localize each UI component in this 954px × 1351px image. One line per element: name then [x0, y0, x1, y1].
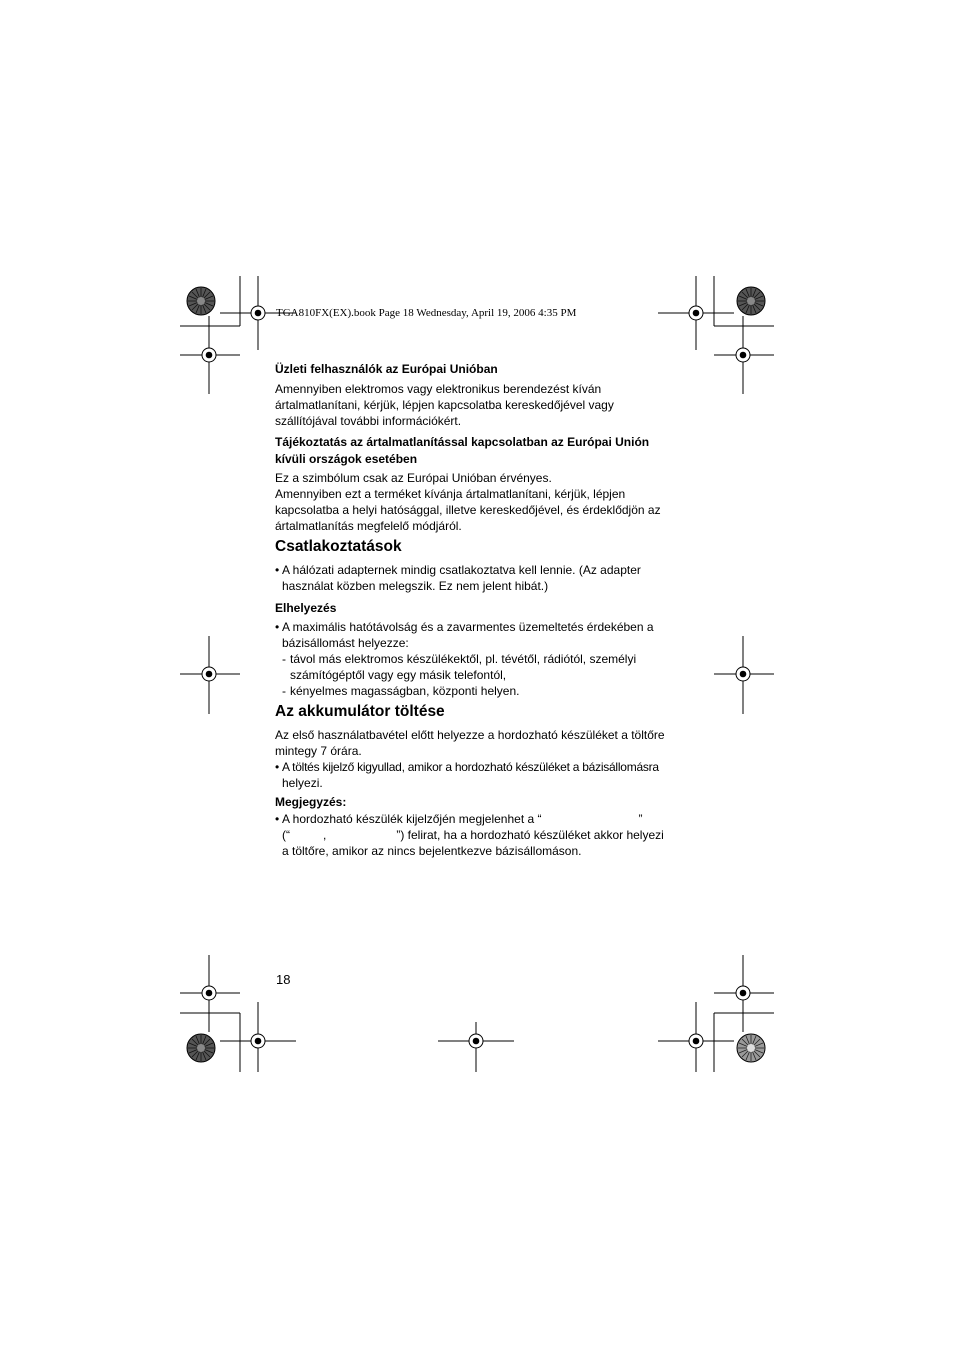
note-label: Megjegyzés: [275, 795, 347, 809]
bullet-icon: • [275, 620, 280, 634]
bullet-icon: • [275, 760, 279, 774]
heading-line: kívüli országok esetében [275, 452, 418, 466]
note-text: a töltőre, amikor az nincs bejelentkezve bázisállomáson. [282, 844, 582, 858]
text-line: Amennyiben elektromos vagy elektronikus berendezést kíván [275, 382, 602, 396]
note-text: ”) felirat, ha a hordozható készüléket akkor helyezi [396, 828, 664, 842]
note-text: (“ [282, 828, 290, 842]
bullet-line [275, 759, 685, 775]
dash-text: távol más elektromos készülékektől, pl. tévétől, rádiótól, személyi [290, 652, 637, 666]
text-line: Az első használatbavétel előtt helyezze a hordozható készüléket a töltőre [275, 728, 665, 742]
charging-body [275, 727, 685, 791]
file-slug: TGA810FX(EX).book Page 18 Wednesday, April 19, 2006 4:35 PM [276, 307, 577, 319]
bullet-text: bázisállomást helyezze: [282, 636, 409, 650]
heading-line: Tájékoztatás az ártalmatlanítással kapcsolatban az Európai Unión [275, 435, 650, 449]
note-text: A hordozható készülék kijelzőjén megjelenhet a “ [282, 812, 542, 826]
bullet-text: A hálózati adapternek mindig csatlakoztatva kell lennie. (Az adapter [282, 563, 641, 577]
charging-heading: Az akkumulátor töltése [275, 703, 445, 720]
section2-body [275, 470, 685, 534]
section2-heading [275, 434, 685, 468]
dash-text: számítógéptől vagy egy másik telefontól, [290, 668, 507, 682]
bullet-text: helyezi. [282, 776, 323, 790]
bullet-text: használat közben melegszik. Ez nem jelent hibát.) [282, 579, 549, 593]
note-text: , [323, 828, 327, 842]
bullet-icon: • [275, 563, 280, 577]
page-number: 18 [276, 972, 291, 987]
note-text: ” [638, 812, 643, 826]
bullet-icon: • [275, 812, 280, 826]
note-line-3 [275, 843, 685, 859]
placement-bullet [275, 619, 685, 699]
text-line: kapcsolatba a helyi hatósággal, illetve kereskedőjével, és érdeklődjön az [275, 503, 661, 517]
bullet-line [275, 578, 685, 594]
note-line-2 [275, 827, 685, 843]
bullet-line [275, 775, 685, 791]
text-line: szállítójával további információkért. [275, 414, 462, 428]
page-content [275, 361, 685, 859]
text-line: ártalmatlanítás megfelelő módjáról. [275, 519, 462, 533]
connections-heading: Csatlakoztatások [275, 538, 402, 555]
dash-icon: - [282, 652, 286, 666]
section1-body [275, 381, 685, 429]
text-line: mintegy 7 órára. [275, 744, 362, 758]
bullet-line [275, 619, 685, 635]
bullet-text: A maximális hatótávolság és a zavarmentes üzemeltetés érdekében a [282, 620, 654, 634]
bullet-text: A töltés kijelző kigyullad, amikor a hordozható készüléket a bázisállomásra [282, 760, 659, 774]
placement-heading: Elhelyezés [275, 601, 337, 615]
dash-text: kényelmes magasságban, központi helyen. [290, 684, 520, 698]
dash-line [275, 651, 685, 667]
bullet-line [275, 562, 685, 578]
note-body [275, 811, 685, 859]
text-line: Amennyiben ezt a terméket kívánja ártalmatlanítani, kérjük, lépjen [275, 487, 626, 501]
text-line: Ez a szimbólum csak az Európai Unióban érvényes. [275, 471, 552, 485]
connections-bullet [275, 562, 685, 594]
text-line: ártalmatlanítani, kérjük, lépjen kapcsolatba kereskedőjével vagy [275, 398, 614, 412]
dash-icon: - [282, 684, 286, 698]
dash-line [275, 683, 685, 699]
note-line-1 [275, 811, 685, 827]
dash-line [275, 667, 685, 683]
bullet-line [275, 635, 685, 651]
section1-heading: Üzleti felhasználók az Európai Unióban [275, 362, 498, 376]
